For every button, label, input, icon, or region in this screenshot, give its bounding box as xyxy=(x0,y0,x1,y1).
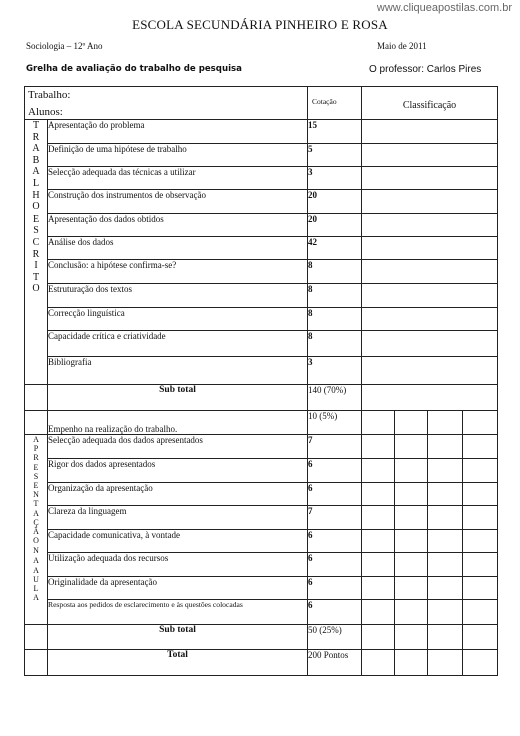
criterion-label: Utilização adequada dos recursos xyxy=(48,553,308,577)
classification-cell xyxy=(362,357,498,385)
criterion-points: 5 xyxy=(308,144,362,167)
classification-cell xyxy=(362,308,498,331)
vertical-letter: R xyxy=(32,131,40,143)
classification-cell xyxy=(362,600,395,625)
criterion-label: Correcção linguística xyxy=(48,308,308,331)
criterion-points: 8 xyxy=(308,284,362,308)
table-row xyxy=(25,260,498,284)
document-title: Grelha de avaliação do trabalho de pesquisa xyxy=(26,64,242,74)
classification-cell xyxy=(463,650,498,676)
vertical-letter: O xyxy=(33,536,39,546)
classification-cell xyxy=(463,625,498,650)
criterion-points: 6 xyxy=(308,600,362,625)
vertical-letter: Ç xyxy=(33,517,39,527)
criterion-label: Selecção adequada dos dados apresentados xyxy=(48,435,308,459)
criterion-points: 6 xyxy=(308,577,362,600)
classification-cell xyxy=(463,435,498,459)
classification-cell xyxy=(362,459,395,483)
table-row xyxy=(25,577,498,600)
table-row xyxy=(25,553,498,577)
classification-cell xyxy=(362,435,395,459)
criterion-points: 8 xyxy=(308,260,362,284)
criterion-label: Análise dos dados xyxy=(48,237,308,260)
classification-cell xyxy=(428,577,463,600)
classification-cell xyxy=(395,650,428,676)
classification-cell xyxy=(463,483,498,506)
classification-cell xyxy=(428,435,463,459)
classification-cell xyxy=(428,600,463,625)
blank-cell xyxy=(25,385,48,411)
vertical-letter: R xyxy=(33,453,39,463)
classification-cell xyxy=(362,483,395,506)
cotacao-label: Cotação xyxy=(312,97,337,106)
cotacao-header xyxy=(308,87,362,120)
table-row xyxy=(25,530,498,553)
vertical-letter: N xyxy=(33,546,39,556)
subtotal-row xyxy=(25,385,498,411)
classification-cell xyxy=(362,530,395,553)
table-row xyxy=(25,483,498,506)
table-row xyxy=(25,237,498,260)
classification-cell xyxy=(463,459,498,483)
subtotal-label: Sub total xyxy=(48,385,308,411)
criterion-label: Resposta aos pedidos de esclarecimento e às questões colocadas xyxy=(48,600,308,625)
school-name: ESCOLA SECUNDÁRIA PINHEIRO E ROSA xyxy=(132,17,388,32)
classification-cell xyxy=(428,553,463,577)
criterion-points: 3 xyxy=(308,357,362,385)
criterion-label: Capacidade comunicativa, à vontade xyxy=(48,530,308,553)
vertical-letter: A xyxy=(33,435,39,444)
vertical-letter: Ã xyxy=(33,527,39,537)
table-row xyxy=(25,284,498,308)
vertical-letter: T xyxy=(32,271,40,283)
classification-cell xyxy=(362,120,498,144)
vertical-letter: T xyxy=(33,499,39,509)
vertical-letter: O xyxy=(32,201,40,213)
criterion-points: 7 xyxy=(308,506,362,530)
criterion-points: 6 xyxy=(308,483,362,506)
vertical-letter: S xyxy=(33,471,39,481)
classification-cell xyxy=(362,284,498,308)
vertical-letter: B xyxy=(32,154,40,166)
trabalho-label: Trabalho: xyxy=(28,89,71,101)
vertical-letter: R xyxy=(32,248,40,260)
classification-cell xyxy=(362,385,498,411)
criterion-label: Organização da apresentação xyxy=(48,483,308,506)
classification-cell xyxy=(395,553,428,577)
classification-cell xyxy=(395,506,428,530)
classification-cell xyxy=(428,483,463,506)
header-row xyxy=(25,87,498,120)
classification-cell xyxy=(395,435,428,459)
criterion-label: Selecção adequada das técnicas a utilizar xyxy=(48,167,308,190)
criterion-label: Apresentação dos dados obtidos xyxy=(48,214,308,237)
classification-cell xyxy=(362,577,395,600)
criterion-label: Capacidade crítica e criatividade xyxy=(48,331,308,357)
classification-cell xyxy=(463,411,498,435)
vertical-letter: S xyxy=(33,225,39,237)
vertical-letter: T xyxy=(32,120,40,131)
criterion-points: 7 xyxy=(308,435,362,459)
vertical-letter: A xyxy=(33,565,39,575)
vertical-letter: E xyxy=(33,462,39,472)
classification-cell xyxy=(428,650,463,676)
table-row xyxy=(25,331,498,357)
classification-cell xyxy=(395,600,428,625)
classification-cell xyxy=(463,506,498,530)
vertical-letter: I xyxy=(34,260,38,272)
teacher-label: O professor: Carlos Pires xyxy=(369,64,482,75)
blank-cell xyxy=(25,650,48,676)
subtotal-value: 140 (70%) xyxy=(308,385,362,411)
classification-cell xyxy=(428,530,463,553)
table-row xyxy=(25,506,498,530)
total-label: Total xyxy=(48,650,308,676)
table-row xyxy=(25,357,498,385)
vertical-letter: H xyxy=(32,189,40,201)
total-value: 200 Pontos xyxy=(308,650,362,676)
classification-cell xyxy=(395,483,428,506)
criterion-label: Clareza da linguagem xyxy=(48,506,308,530)
vertical-letter: C xyxy=(32,236,40,248)
criterion-label: Apresentação do problema xyxy=(48,120,308,144)
table-row xyxy=(25,435,498,459)
vertical-letter: A xyxy=(33,555,39,565)
watermark: www.cliqueapostilas.com.br xyxy=(376,2,512,14)
vertical-letter: L xyxy=(32,177,40,189)
subtotal-label: Sub total xyxy=(48,625,308,650)
blank-cell xyxy=(25,625,48,650)
apresentacao-na-aula-vertical-label xyxy=(25,435,48,625)
classificacao-header xyxy=(362,87,498,120)
header-names-cell xyxy=(25,87,308,120)
vertical-letter: E xyxy=(33,481,39,491)
criterion-points: 20 xyxy=(308,214,362,237)
classification-cell xyxy=(463,577,498,600)
criterion-points: 10 (5%) xyxy=(308,411,362,435)
criterion-points: 6 xyxy=(308,459,362,483)
subtotal-row xyxy=(25,625,498,650)
table-row xyxy=(25,459,498,483)
criterion-points: 8 xyxy=(308,331,362,357)
classification-cell xyxy=(463,530,498,553)
table-row xyxy=(25,144,498,167)
table-row xyxy=(25,190,498,214)
date-label: Maio de 2011 xyxy=(377,41,427,51)
criterion-points: 20 xyxy=(308,190,362,214)
classificacao-label: Classificação xyxy=(402,100,457,111)
criterion-points: 8 xyxy=(308,308,362,331)
classification-cell xyxy=(362,506,395,530)
criterion-label: Definição de uma hipótese de trabalho xyxy=(48,144,308,167)
classification-cell xyxy=(395,459,428,483)
table-row xyxy=(25,167,498,190)
classification-cell xyxy=(395,411,428,435)
vertical-letter: L xyxy=(33,584,39,594)
criterion-label: Empenho na realização do trabalho. xyxy=(48,411,308,435)
vertical-letter: A xyxy=(33,593,39,603)
criterion-label: Estruturação dos textos xyxy=(48,284,308,308)
classification-cell xyxy=(362,260,498,284)
criterion-label: Conclusão: a hipótese confirma-se? xyxy=(48,260,308,284)
criterion-label: Bibliografia xyxy=(48,357,308,385)
criterion-label: Rigor dos dados apresentados xyxy=(48,459,308,483)
subtotal-value: 50 (25%) xyxy=(308,625,362,650)
criterion-points: 6 xyxy=(308,553,362,577)
classification-cell xyxy=(395,625,428,650)
criterion-label: Originalidade da apresentação xyxy=(48,577,308,600)
classification-cell xyxy=(428,625,463,650)
classification-cell xyxy=(362,167,498,190)
vertical-letter: P xyxy=(33,444,39,454)
table-row xyxy=(25,308,498,331)
table-row xyxy=(25,600,498,625)
classification-cell xyxy=(362,144,498,167)
vertical-letter: A xyxy=(33,508,39,518)
alunos-label: Alunos: xyxy=(28,106,63,118)
classification-cell xyxy=(428,506,463,530)
total-row xyxy=(25,650,498,676)
classification-cell xyxy=(362,411,395,435)
classification-cell xyxy=(362,650,395,676)
table-row xyxy=(25,214,498,237)
criterion-points: 15 xyxy=(308,120,362,144)
classification-cell xyxy=(362,214,498,237)
criterion-points: 3 xyxy=(308,167,362,190)
classification-cell xyxy=(428,411,463,435)
classification-cell xyxy=(362,625,395,650)
classification-cell xyxy=(362,190,498,214)
blank-cell xyxy=(25,411,48,435)
classification-cell xyxy=(362,331,498,357)
classification-cell xyxy=(395,577,428,600)
vertical-letter: A xyxy=(32,166,40,178)
vertical-letter: A xyxy=(32,143,40,155)
criterion-points: 6 xyxy=(308,530,362,553)
table-row xyxy=(25,120,498,144)
criterion-points: 42 xyxy=(308,237,362,260)
trabalho-escrito-vertical-label xyxy=(25,120,48,385)
classification-cell xyxy=(463,600,498,625)
subject-label: Sociologia – 12º Ano xyxy=(26,41,103,51)
classification-cell xyxy=(395,530,428,553)
vertical-letter: N xyxy=(33,490,39,500)
vertical-letter: U xyxy=(33,575,39,585)
classification-cell xyxy=(362,553,395,577)
vertical-letter: E xyxy=(32,213,40,225)
vertical-letter: O xyxy=(32,283,40,295)
classification-cell xyxy=(362,237,498,260)
evaluation-grid xyxy=(24,86,498,676)
classification-cell xyxy=(428,459,463,483)
classification-cell xyxy=(463,553,498,577)
empenho-row xyxy=(25,411,498,435)
criterion-label: Construção dos instrumentos de observação xyxy=(48,190,308,214)
